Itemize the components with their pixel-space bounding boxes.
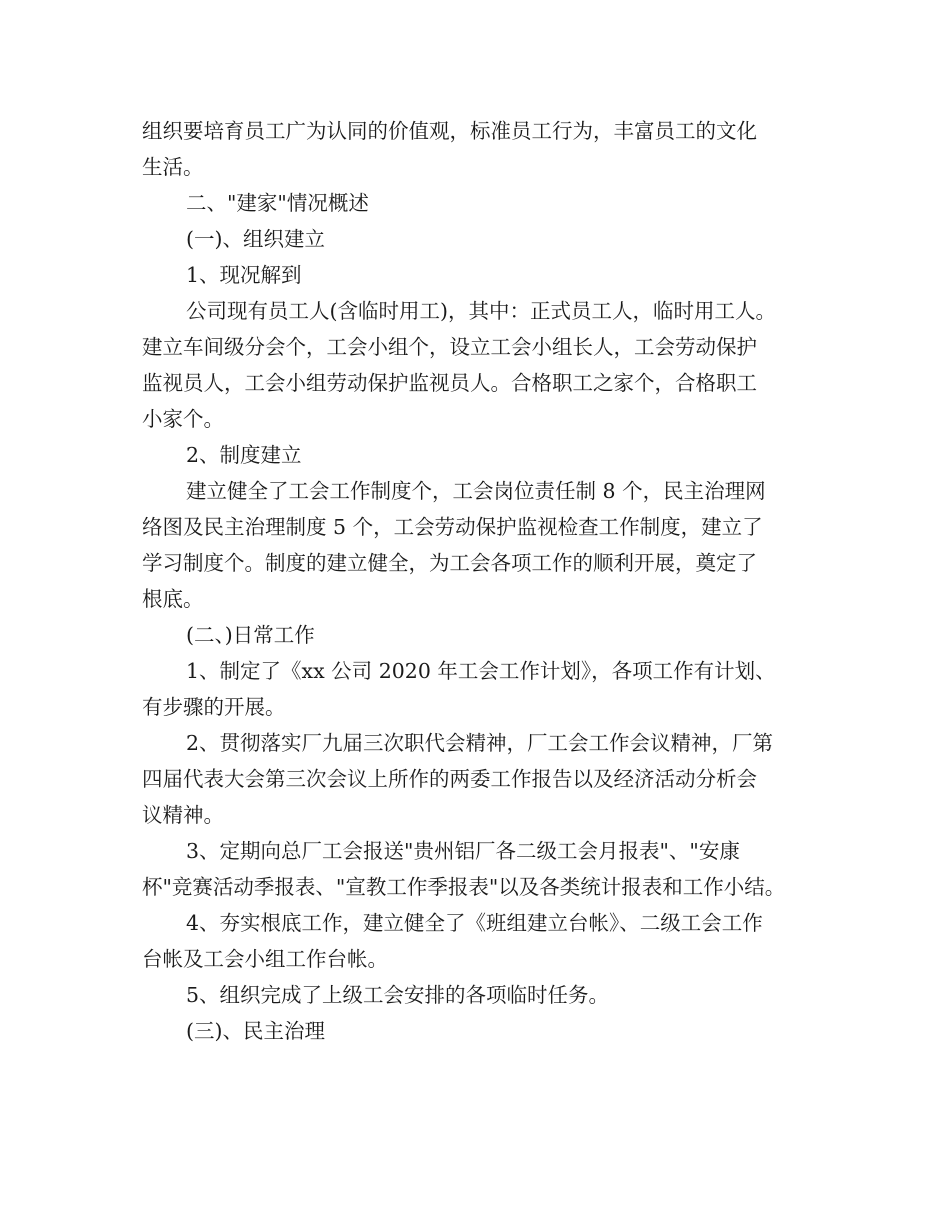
text-line: 根底。 — [142, 587, 204, 611]
text-line: 建立健全了工会工作制度个，工会岗位责任制 8 个，民主治理网 — [186, 479, 766, 503]
text-line: 杯"竞赛活动季报表、"宣教工作季报表"以及各类统计报表和工作小结。 — [142, 875, 786, 899]
text-line: 台帐及工会小组工作台帐。 — [142, 947, 388, 971]
text-line: 议精神。 — [142, 803, 224, 827]
text-line: 组织要培育员工广为认同的价值观，标准员工行为，丰富员工的文化 — [142, 119, 757, 143]
text-line: 公司现有员工人(含临时用工)，其中：正式员工人，临时用工人。 — [186, 299, 776, 323]
item-heading: 2、制度建立 — [186, 443, 302, 467]
text-line: 络图及民主治理制度 5 个，工会劳动保护监视检查工作制度，建立了 — [142, 515, 763, 539]
text-line: 1、制定了《xx 公司 2020 年工会工作计划》，各项工作有计划、 — [186, 659, 776, 683]
subsection-heading: (一)、组织建立 — [186, 227, 325, 251]
text-line: 小家个。 — [142, 407, 224, 431]
text-line: 2、贯彻落实厂九届三次职代会精神，厂工会工作会议精神，厂第 — [186, 731, 774, 755]
text-line: 3、定期向总厂工会报送"贵州铝厂各二级工会月报表"、"安康 — [186, 839, 740, 863]
text-line: 生活。 — [142, 155, 204, 179]
subsection-heading: (二、)日常工作 — [186, 623, 315, 647]
text-line: 有步骤的开展。 — [142, 695, 286, 719]
text-line: 监视员人，工会小组劳动保护监视员人。合格职工之家个，合格职工 — [142, 371, 757, 395]
item-heading: 1、现况解到 — [186, 263, 302, 287]
text-line: 4、夯实根底工作，建立健全了《班组建立台帐》、二级工会工作 — [186, 911, 763, 935]
text-line: 四届代表大会第三次会议上所作的两委工作报告以及经济活动分析会 — [142, 767, 757, 791]
section-heading: 二、"建家"情况概述 — [186, 191, 369, 215]
text-line: 5、组织完成了上级工会安排的各项临时任务。 — [186, 983, 610, 1007]
text-line: 学习制度个。制度的建立健全，为工会各项工作的顺利开展，奠定了 — [142, 551, 757, 575]
text-line: 建立车间级分会个，工会小组个，设立工会小组长人，工会劳动保护 — [142, 335, 757, 359]
subsection-heading: (三)、民主治理 — [186, 1019, 325, 1043]
